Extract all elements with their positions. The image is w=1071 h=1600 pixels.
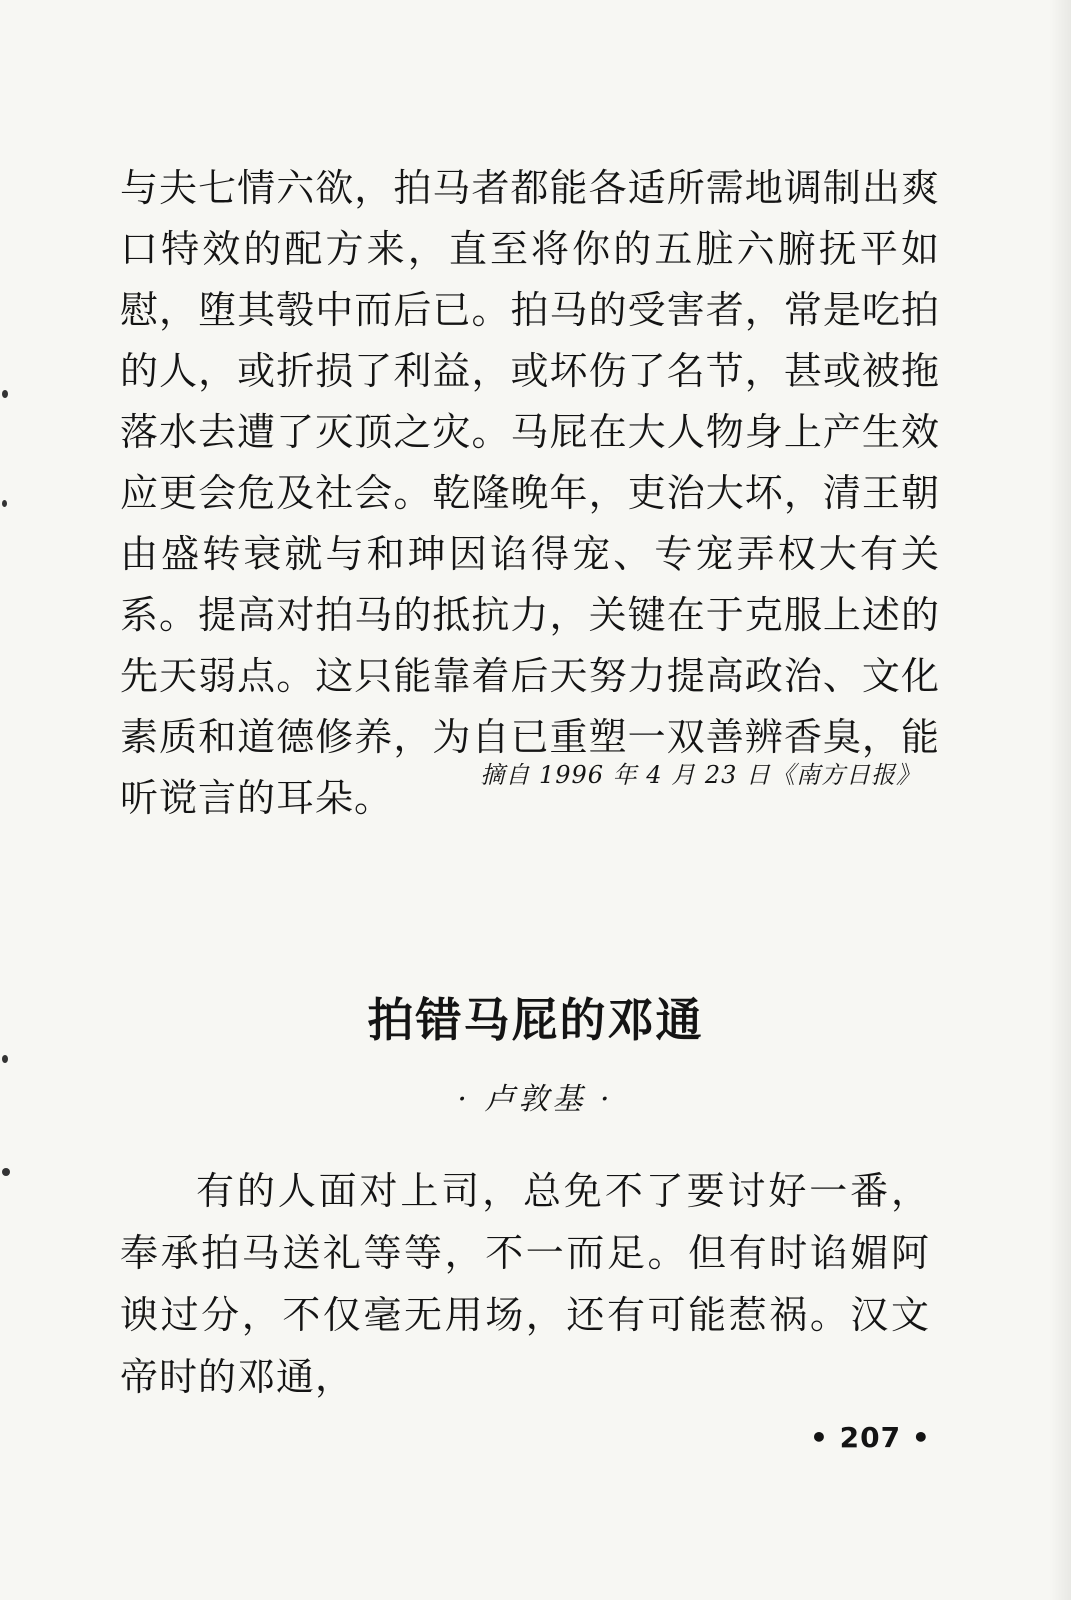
scan-speck: [2, 1055, 8, 1063]
page-edge-shadow: [1049, 0, 1071, 1600]
scan-speck: [2, 390, 8, 398]
article-1-body: 与夫七情六欲，拍马者都能各适所需地调制出爽口特效的配方来，直至将你的五脏六腑抚平如慰，堕其彀中而后已。拍马的受害者，常是吃拍的人，或折损了利益，或坏伤了名节，甚或被拖落水去遭了灭顶之灾。马屁在大人物身上产生效应更会危及社会。乾隆晚年，吏治大坏，清王朝由盛转衰就与和珅因谄得宠、专宠弄权大有关系。提高对拍马的抵抗力，关键在于克服上述的先天弱点。这只能靠着后天努力提高政治、文化素质和道德修养，为自已重塑一双善辨香臭，能听谠言的耳朵。: [120, 166, 940, 820]
page-number: • 207 •: [810, 1421, 931, 1454]
article-2-title: 拍错马屁的邓通: [367, 993, 704, 1047]
article-2-author: · 卢敦基 ·: [457, 1082, 614, 1117]
article-2-body: 有的人面对上司，总免不了要讨好一番，奉承拍马送礼等等，不一而足。但有时谄媚阿谀过分，不仅毫无用场，还有可能惹祸。汉文帝时的邓通，: [120, 1169, 930, 1399]
article-1-source: 摘自 1996 年 4 月 23 日《南方日报》: [480, 761, 921, 789]
scan-speck: [2, 500, 7, 507]
scan-speck: [2, 1168, 10, 1176]
